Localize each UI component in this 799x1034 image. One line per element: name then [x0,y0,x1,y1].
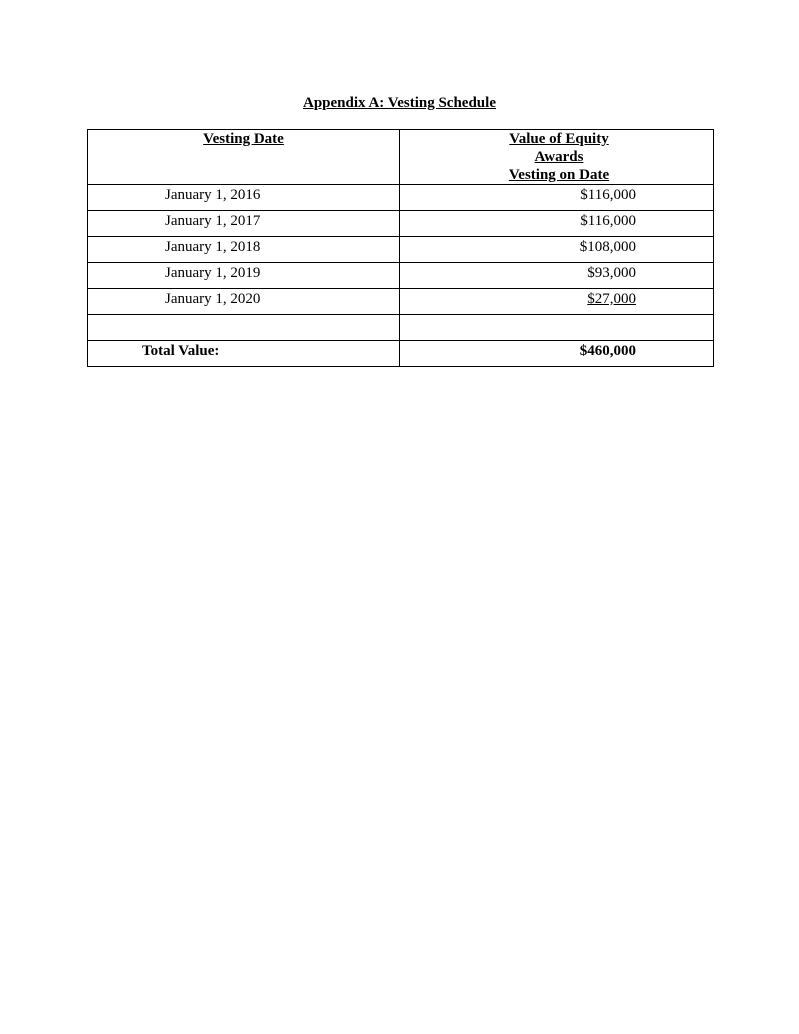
vesting-date-cell: January 1, 2017 [88,211,400,237]
header-value-line1: Value of Equity Awards [509,131,609,165]
vesting-date-cell: January 1, 2016 [88,185,400,211]
vesting-value-cell: $108,000 [400,237,714,263]
vesting-value-underlined: $27,000 [587,291,636,307]
table-row [88,211,714,237]
vesting-date-cell: January 1, 2019 [88,263,400,289]
vesting-value-cell: $93,000 [400,263,714,289]
blank-row [88,315,714,341]
total-value: $460,000 [400,341,714,367]
vesting-value-cell: $116,000 [400,211,714,237]
total-row [88,341,714,367]
header-value-line2: Vesting on Date [508,167,610,183]
vesting-value-cell: $116,000 [400,185,714,211]
vesting-date-cell: January 1, 2020 [88,289,400,315]
blank-cell [88,315,400,341]
vesting-schedule-table [87,129,714,367]
vesting-date-cell: January 1, 2018 [88,237,400,263]
header-value [400,130,714,185]
table-row [88,237,714,263]
header-vesting-date-label: Vesting Date [203,131,284,147]
table-row [88,185,714,211]
blank-cell [400,315,714,341]
page-title: Appendix A: Vesting Schedule [303,95,496,111]
total-label: Total Value: [88,341,400,367]
header-vesting-date [88,130,400,185]
table-row [88,289,714,315]
vesting-value-cell [400,289,714,315]
table-header-row [88,130,714,185]
table-row [88,263,714,289]
